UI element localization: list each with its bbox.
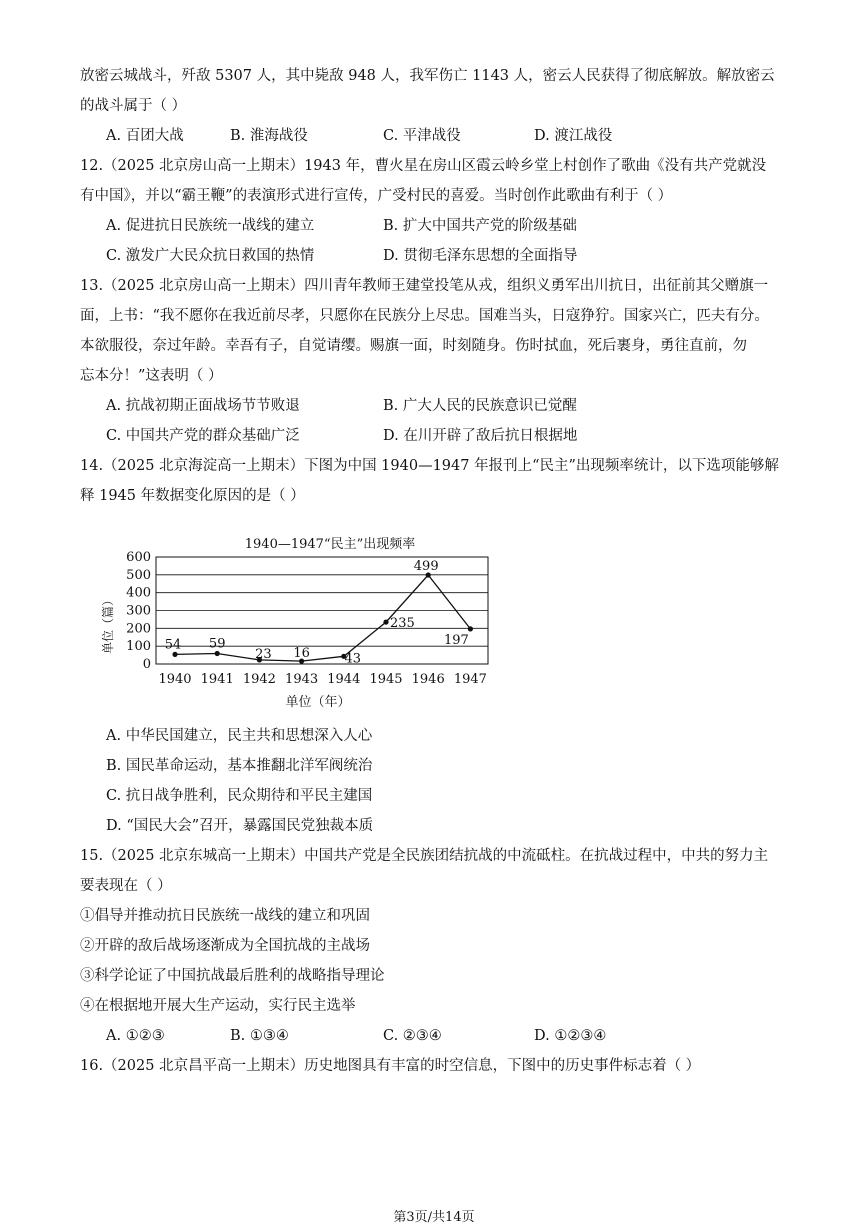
q15-option-c[interactable]: C. ②③④ — [383, 1028, 442, 1044]
q12-option-c[interactable]: C. 激发广大民众抗日救国的热情 — [106, 248, 315, 264]
chart-data-point — [172, 652, 177, 657]
q12-option-d[interactable]: D. 贯彻毛泽东思想的全面指导 — [383, 248, 578, 264]
chart-y-tick-label: 100 — [126, 639, 151, 655]
chart-data-label: 235 — [390, 616, 415, 632]
q11-stem-line2: 的战斗属于（ ） — [80, 98, 187, 114]
q13-option-c[interactable]: C. 中国共产党的群众基础广泛 — [106, 428, 300, 444]
q15-option-d[interactable]: D. ①②③④ — [534, 1028, 607, 1044]
q15-stem-line1: 15.（2025 北京东城高一上期末）中国共产党是全民族团结抗战的中流砥柱。在抗战过程中，中共的努力主 — [80, 848, 769, 864]
q13-stem-line3: 本欲服役，奈过年龄。幸吾有子，自觉请缨。赐旗一面，时刻随身。伤时拭血，死后裹身，勇往直前，勿 — [80, 338, 747, 354]
chart-x-tick-label: 1942 — [242, 672, 276, 687]
chart-data-point — [468, 626, 473, 631]
chart-data-point — [215, 651, 220, 656]
q11-option-d[interactable]: D. 渡江战役 — [534, 128, 613, 144]
chart-data-label: 23 — [255, 646, 272, 662]
q12-option-a[interactable]: A. 促进抗日民族统一战线的建立 — [106, 218, 315, 234]
q13-option-a[interactable]: A. 抗战初期正面战场节节败退 — [106, 398, 300, 414]
q12-stem-line2: 有中国》，并以“霸王鞭”的表演形式进行宣传，广受村民的喜爱。当时创作此歌曲有利于（ ） — [80, 188, 673, 204]
chart-y-tick-label: 0 — [142, 657, 151, 672]
q16-stem-line1: 16.（2025 北京昌平高一上期末）历史地图具有丰富的时空信息，下图中的历史事件标志着（ ） — [80, 1058, 701, 1074]
chart-data-label: 197 — [443, 632, 469, 648]
chart-x-tick-label: 1943 — [285, 672, 319, 687]
chart-data-label: 54 — [164, 637, 182, 653]
q15-stem-line2: 要表现在（ ） — [80, 878, 172, 894]
q11-option-c[interactable]: C. 平津战役 — [383, 128, 461, 144]
q15-item-1: ①倡导并推动抗日民族统一战线的建立和巩固 — [80, 908, 370, 924]
chart-x-tick-label: 1945 — [369, 672, 403, 687]
q12-stem-line1: 12.（2025 北京房山高一上期末）1943 年，曹火星在房山区霞云岭乡堂上村创作了歌曲《没有共产党就没 — [80, 158, 767, 174]
chart-data-label: 43 — [344, 651, 362, 667]
chart-x-tick-label: 1941 — [200, 672, 234, 687]
q11-option-b[interactable]: B. 淮海战役 — [230, 128, 308, 144]
page-number-footer: 第3页/共14页 — [393, 1210, 475, 1225]
q11-stem-line1: 放密云城战斗，歼敌 5307 人，其中毙敌 948 人，我军伤亡 1143 人，密云人民获得了彻底解放。解放密云 — [80, 68, 775, 84]
q14-option-b[interactable]: B. 国民革命运动，基本推翻北洋军阀统治 — [106, 758, 373, 774]
q14-option-c[interactable]: C. 抗日战争胜利，民众期待和平民主建国 — [106, 788, 373, 804]
chart-y-tick-label: 400 — [126, 585, 151, 601]
chart-y-tick-label: 300 — [126, 603, 151, 619]
q15-option-a[interactable]: A. ①②③ — [106, 1028, 165, 1044]
chart-x-tick-label: 1940 — [158, 672, 192, 687]
chart-x-tick-label: 1944 — [327, 672, 361, 687]
chart-data-label: 16 — [293, 646, 310, 662]
chart-y-tick-label: 200 — [126, 621, 151, 637]
q15-item-2: ②开辟的敌后战场逐渐成为全国抗战的主战场 — [80, 938, 370, 954]
q14-stem-line1: 14.（2025 北京海淀高一上期末）下图为中国 1940—1947 年报刊上“民主”出现频率统计，以下选项能够解 — [80, 458, 779, 474]
q13-stem-line1: 13.（2025 北京房山高一上期末）四川青年教师王建堂投笔从戎，组织义勇军出川抗日，出征前其父赠旗一 — [80, 278, 769, 294]
q13-stem-line4: 忘本分！”这表明（ ） — [80, 368, 223, 384]
chart-svg — [96, 528, 496, 713]
chart-x-tick-label: 1947 — [453, 672, 487, 687]
chart-ylabel: 单位（篇） — [101, 593, 115, 655]
chart-title: 1940—1947“民主”出现频率 — [244, 537, 416, 552]
q11-option-a[interactable]: A. 百团大战 — [106, 128, 184, 144]
chart-y-tick-label: 600 — [126, 550, 151, 565]
q14-option-a[interactable]: A. 中华民国建立，民主共和思想深入人心 — [106, 728, 373, 744]
chart-data-label: 59 — [208, 636, 226, 652]
q13-option-b[interactable]: B. 广大人民的民族意识已觉醒 — [383, 398, 577, 414]
chart-data-point — [383, 619, 388, 624]
q14-option-d[interactable]: D. “国民大会”召开，暴露国民党独裁本质 — [106, 818, 374, 834]
chart-x-tick-label: 1946 — [411, 672, 445, 687]
chart-xlabel: 单位（年） — [285, 695, 351, 710]
q13-option-d[interactable]: D. 在川开辟了敌后抗日根据地 — [383, 428, 578, 444]
frequency-line-chart — [96, 528, 496, 713]
q15-item-4: ④在根据地开展大生产运动，实行民主选举 — [80, 998, 356, 1014]
chart-data-label: 499 — [413, 559, 439, 575]
q15-option-b[interactable]: B. ①③④ — [230, 1028, 289, 1044]
q14-stem-line2: 释 1945 年数据变化原因的是（ ） — [80, 488, 305, 504]
q13-stem-line2: 面，上书：“我不愿你在我近前尽孝，只愿你在民族分上尽忠。国难当头，日寇狰狞。国家兴亡，匹夫有分。 — [80, 308, 769, 324]
chart-x-ticks — [158, 672, 486, 687]
chart-y-axis-label — [101, 594, 115, 654]
q15-item-3: ③科学论证了中国抗战最后胜利的战略指导理论 — [80, 968, 385, 984]
chart-y-ticks — [126, 550, 151, 672]
q12-option-b[interactable]: B. 扩大中国共产党的阶级基础 — [383, 218, 577, 234]
chart-y-tick-label: 500 — [126, 567, 151, 583]
